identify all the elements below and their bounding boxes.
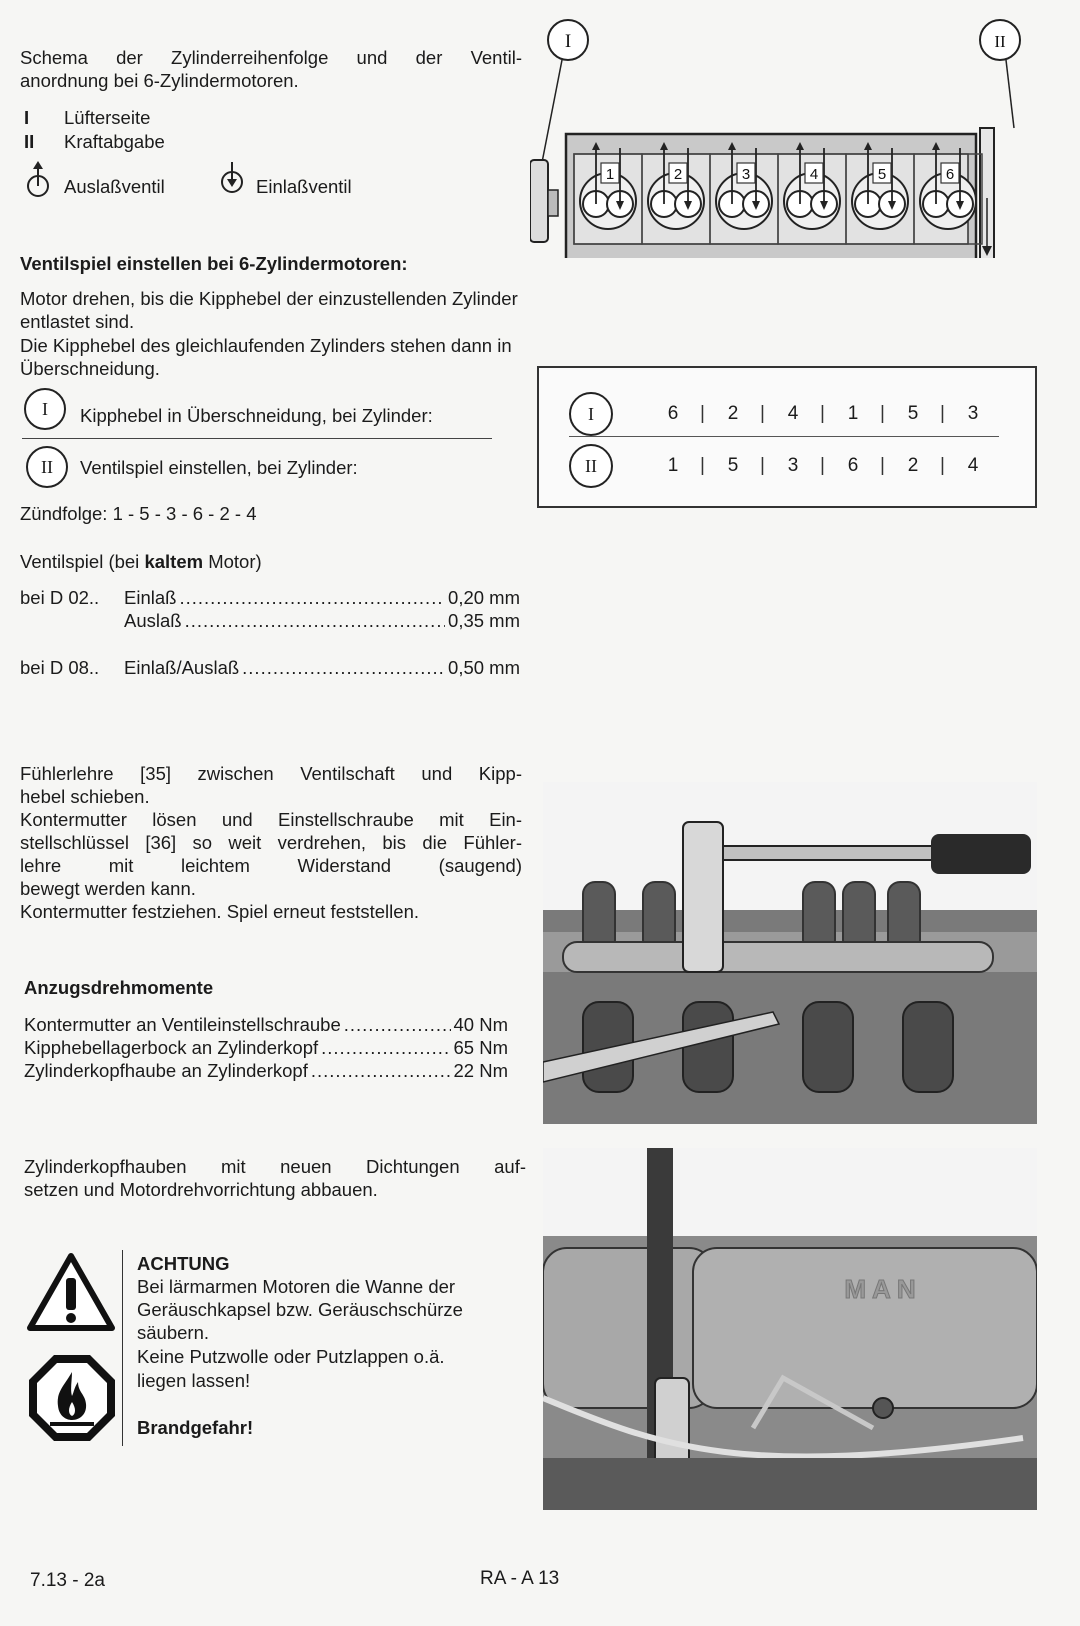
cylinder-number: | 2 [883,455,943,477]
torque-label: Kontermutter an Ventileinstellschraube [24,1014,341,1035]
cylinder-number: | 3 [763,455,823,477]
cylinder-number: 4 [809,166,819,183]
legend-mark: II [24,131,35,152]
torque-label: Kipphebellagerbock an Zylinderkopf [24,1037,319,1058]
cylinder-number: | 4 [943,455,1003,477]
order-row-overlap [569,390,1005,438]
cylinder-number: 1 [667,455,679,476]
cylinder-number: | 5 [703,455,763,477]
dot-leader [344,1013,451,1036]
clearance-d02-inlet [20,586,520,609]
adjust-para1: Motor drehen, bis die Kipphebel der einzustellenden Zylinder entlastet sind. [20,288,518,332]
cylinder-head-cover-photo [543,1148,1037,1510]
torque-value: 22 Nm [453,1060,508,1081]
footer-page-code: 7.13 - 2a [30,1570,105,1591]
outlet-valve-icon [26,160,54,200]
order-cells [643,403,1003,425]
cylinder-number: 1 [605,166,615,183]
cylinder-number: 6 [945,166,955,183]
warning-line3: säubern. [137,1322,209,1343]
footer-section-code: RA - A 13 [480,1568,560,1589]
fan-pulley [530,160,548,242]
marker-i: I [564,31,572,52]
legend-label: Lüfterseite [64,107,151,128]
procedure-line2: hebel schieben. [20,786,150,807]
cylinder-number: | 5 [883,403,943,425]
marker-ii: II [994,32,1006,51]
legend-row-2 [24,130,165,153]
firing-order: Zündfolge: 1 - 5 - 3 - 6 - 2 - 4 [20,503,257,524]
legend-label: Kraftabgabe [64,131,165,152]
order-row-set [569,442,1005,490]
procedure-line5: lehre mit leichtem Widerstand (saugend) [20,855,522,876]
inlet-valve-icon [220,160,248,200]
procedure-line6: bewegt werden kann. [20,878,196,899]
clearance-d02-prefix: bei D 02.. [20,587,100,608]
dot-leader [185,609,445,632]
covers-line1: Zylinderkopfhauben mit neuen Dichtungen auf- [24,1156,526,1177]
clearance-value: 0,50 mm [448,657,520,678]
outlet-valve-label: Auslaßventil [64,176,165,197]
inlet-valve-label: Einlaßventil [256,176,352,197]
warning-heading: ACHTUNG [137,1253,230,1274]
covers-line2: setzen und Motordrehvorrichtung abbauen. [24,1179,378,1200]
cylinder-number: 3 [741,166,751,183]
clearance-value: 0,20 mm [448,587,520,608]
torque-row [24,1013,508,1036]
procedure-line1: Fühlerlehre [35] zwischen Ventilschaft und Kipp- [20,763,522,784]
adjust-row-overlap [24,388,433,430]
schema-title-line1: Schema der Zylinderreihenfolge und der Ventil- [20,47,522,68]
warning-line5: liegen lassen! [137,1370,251,1391]
adjust-para2: Die Kipphebel des gleichlaufenden Zylinders stehen dann in Überschneidung. [20,335,512,379]
warning-line4: Keine Putzwolle oder Putzlappen o.ä. [137,1346,445,1367]
dot-leader [321,1036,450,1059]
torque-value: 40 Nm [453,1014,508,1035]
cylinder-number: 6 [667,403,679,424]
valve-adjustment-photo [543,782,1037,1124]
cylinder-order-table [537,366,1037,508]
torque-row [24,1036,508,1059]
marker-ii: II [26,446,68,488]
warning-triangle-icon [26,1252,116,1332]
torque-label: Zylinderkopfhaube an Zylinderkopf [24,1060,308,1081]
torque-heading: Anzugsdrehmomente [24,977,214,998]
fire-warning: Brandgefahr! [137,1417,254,1438]
order-cells [643,455,1003,477]
set-label: Ventilspiel einstellen, bei Zylinder: [80,456,358,478]
clearance-d08 [20,656,520,679]
spacer [20,609,124,632]
cylinder-number: | 6 [823,455,883,477]
adjust-row-set [26,446,358,488]
clearance-label: Einlaß [124,587,177,608]
adjust-heading: Ventilspiel einstellen bei 6-Zylindermotoren: [20,253,408,274]
dot-leader [179,586,445,609]
cylinder-number: | 2 [703,403,763,425]
torque-row [24,1059,508,1082]
clearance-label: Auslaß [124,610,182,631]
cylinder-number: | 1 [823,403,883,425]
dot-leader [311,1059,451,1082]
cylinder-diagram [530,18,1030,258]
clearance-d08-prefix: bei D 08.. [20,657,100,678]
procedure-line7: Kontermutter festziehen. Spiel erneut feststellen. [20,901,419,922]
clearance-heading-bold: kaltem [144,551,204,572]
legend-mark: I [24,107,30,128]
torque-value: 65 Nm [453,1037,508,1058]
divider [22,438,492,439]
clearance-heading-post: Motor) [203,551,262,572]
warning-line1: Bei lärmarmen Motoren die Wanne der [137,1276,456,1297]
legend-row-1 [24,106,150,129]
procedure-line4: stellschlüssel [36] so weit verdrehen, bis die Fühler- [20,832,522,853]
clearance-value: 0,35 mm [448,610,520,631]
warning-line2: Geräuschkapsel bzw. Geräuschschürze [137,1299,463,1320]
cylinder-number: | 3 [943,403,1003,425]
man-logo: MAN [844,1274,922,1304]
dot-leader [242,656,445,679]
fire-hazard-icon [26,1352,118,1444]
cylinder-number: | 4 [763,403,823,425]
marker-i: I [569,392,613,436]
marker-ii: II [569,444,613,488]
marker-i: I [24,388,66,430]
table-divider [569,436,999,437]
cylinder-number: 5 [877,166,887,183]
clearance-label: Einlaß/Auslaß [124,657,240,678]
cylinder-number: 2 [673,166,683,183]
clearance-d02-outlet [20,609,520,632]
warning-divider [122,1250,123,1446]
schema-title-line2: anordnung bei 6-Zylindermotoren. [20,70,299,91]
procedure-line3: Kontermutter lösen und Einstellschraube mit Ein- [20,809,522,830]
overlap-label: Kipphebel in Überschneidung, bei Zylinder: [80,404,433,426]
clearance-heading [20,550,262,573]
clearance-heading-pre: Ventilspiel (bei [20,551,145,572]
